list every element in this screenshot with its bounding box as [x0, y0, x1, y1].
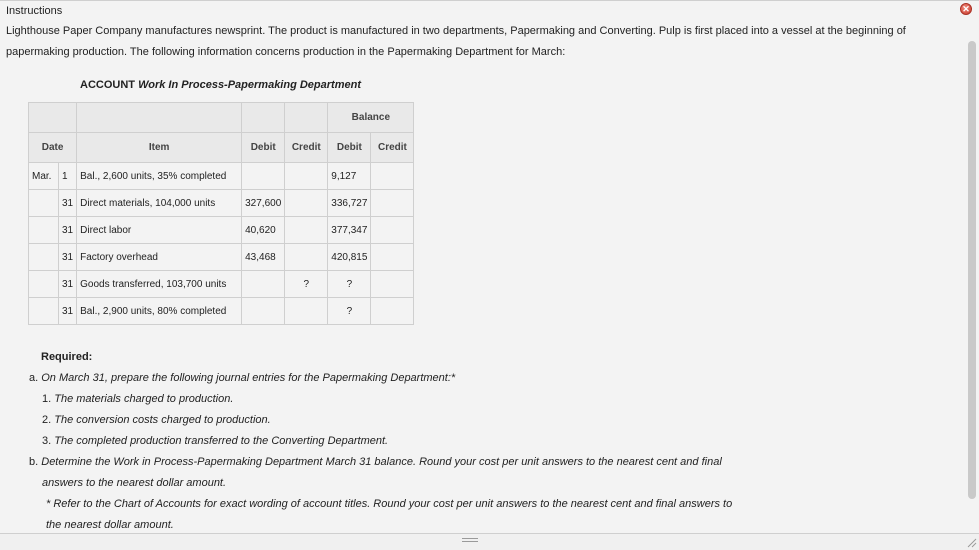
- table-row: [29, 271, 414, 298]
- requirement-a2: [42, 414, 271, 426]
- row-day: 31: [59, 244, 77, 271]
- row-day: 31: [59, 298, 77, 325]
- row-balance-credit: [371, 190, 414, 217]
- row-item: Direct materials, 104,000 units: [77, 190, 242, 217]
- row-item: Goods transferred, 103,700 units: [77, 271, 242, 298]
- row-month: [29, 244, 59, 271]
- requirement-a3: [42, 435, 388, 447]
- ledger-header-row-2: [29, 133, 414, 163]
- row-month: [29, 190, 59, 217]
- drag-handle-icon[interactable]: [462, 538, 478, 544]
- row-day: 31: [59, 217, 77, 244]
- requirement-a2-label: 2.: [42, 414, 52, 426]
- ledger-table: [28, 102, 414, 325]
- row-debit: 327,600: [242, 190, 285, 217]
- row-balance-debit: ?: [328, 271, 371, 298]
- footnote-line-2: the nearest dollar amount.: [46, 519, 174, 531]
- vertical-scrollbar[interactable]: [968, 41, 976, 499]
- account-title: [80, 79, 361, 91]
- header-balance-credit: Credit: [371, 133, 414, 163]
- row-credit: [285, 298, 328, 325]
- row-balance-debit: 9,127: [328, 163, 371, 190]
- ledger-header-row-1: [29, 103, 414, 133]
- header-item: Item: [77, 133, 242, 163]
- row-credit: [285, 244, 328, 271]
- header-debit: Debit: [242, 133, 285, 163]
- row-item: Factory overhead: [77, 244, 242, 271]
- requirement-b-continued: answers to the nearest dollar amount.: [42, 477, 227, 489]
- header-blank-item: [77, 103, 242, 133]
- instructions-content: [0, 20, 963, 532]
- row-balance-debit: 336,727: [328, 190, 371, 217]
- requirement-a-label: a.: [29, 372, 39, 384]
- table-row: [29, 244, 414, 271]
- close-icon: ✕: [962, 3, 970, 14]
- table-row: [29, 217, 414, 244]
- row-month: [29, 298, 59, 325]
- row-credit: [285, 217, 328, 244]
- row-balance-credit: [371, 163, 414, 190]
- row-debit: [242, 163, 285, 190]
- row-item: Bal., 2,900 units, 80% completed: [77, 298, 242, 325]
- row-day: 31: [59, 190, 77, 217]
- requirement-a3-label: 3.: [42, 435, 52, 447]
- bottom-bar: [0, 533, 979, 550]
- row-credit: [285, 163, 328, 190]
- requirement-a2-text: The conversion costs charged to production.: [54, 414, 271, 426]
- table-row: [29, 163, 414, 190]
- header-date: Date: [29, 133, 77, 163]
- row-balance-credit: [371, 244, 414, 271]
- row-debit: [242, 271, 285, 298]
- requirement-a1-label: 1.: [42, 393, 52, 405]
- row-balance-credit: [371, 298, 414, 325]
- required-heading: Required:: [41, 351, 93, 363]
- header-balance-debit: Debit: [328, 133, 371, 163]
- requirement-b-label: b.: [29, 456, 39, 468]
- intro-paragraph: Lighthouse Paper Company manufactures newsprint. The product is manufactured in two departments, Papermaking and Converting. Pulp is first placed into a vessel at the beginning of papermaking production. The following information concerns production in the Papermaking Department for March:: [6, 25, 906, 58]
- title-bar: [0, 1, 979, 20]
- row-debit: 40,620: [242, 217, 285, 244]
- resize-grip-icon[interactable]: [966, 537, 977, 548]
- row-balance-credit: [371, 217, 414, 244]
- row-month: [29, 271, 59, 298]
- row-balance-debit: 420,815: [328, 244, 371, 271]
- row-item: Direct labor: [77, 217, 242, 244]
- requirement-a3-text: The completed production transferred to the Converting Department.: [54, 435, 389, 447]
- requirement-a1-text: The materials charged to production.: [54, 393, 234, 405]
- row-credit: [285, 190, 328, 217]
- requirement-b-text: Determine the Work in Process-Papermaking Department March 31 balance. Round your cost per unit answers to the nearest cent and final: [41, 456, 722, 468]
- row-item: Bal., 2,600 units, 35% completed: [77, 163, 242, 190]
- row-balance-debit: ?: [328, 298, 371, 325]
- row-credit: ?: [285, 271, 328, 298]
- close-button[interactable]: [960, 3, 972, 15]
- row-balance-credit: [371, 271, 414, 298]
- header-balance: Balance: [328, 103, 414, 133]
- window-title: Instructions: [6, 5, 63, 17]
- row-month: [29, 217, 59, 244]
- row-debit: [242, 298, 285, 325]
- account-name: Work In Process-Papermaking Department: [138, 79, 361, 91]
- table-row: [29, 190, 414, 217]
- row-month: Mar.: [29, 163, 59, 190]
- row-day: 1: [59, 163, 77, 190]
- footnote-line-1: * Refer to the Chart of Accounts for exact wording of account titles. Round your cost per unit answers to the nearest cent and final answers to: [46, 498, 733, 510]
- row-debit: 43,468: [242, 244, 285, 271]
- row-balance-debit: 377,347: [328, 217, 371, 244]
- requirement-b: [29, 456, 722, 468]
- header-blank-credit: [285, 103, 328, 133]
- requirement-a1: [42, 393, 233, 405]
- account-prefix: ACCOUNT: [80, 79, 135, 91]
- header-blank-date: [29, 103, 77, 133]
- row-day: 31: [59, 271, 77, 298]
- header-blank-debit: [242, 103, 285, 133]
- requirement-a: [29, 372, 455, 384]
- requirement-a-text: On March 31, prepare the following journal entries for the Papermaking Department:*: [41, 372, 456, 384]
- header-credit: Credit: [285, 133, 328, 163]
- table-row: [29, 298, 414, 325]
